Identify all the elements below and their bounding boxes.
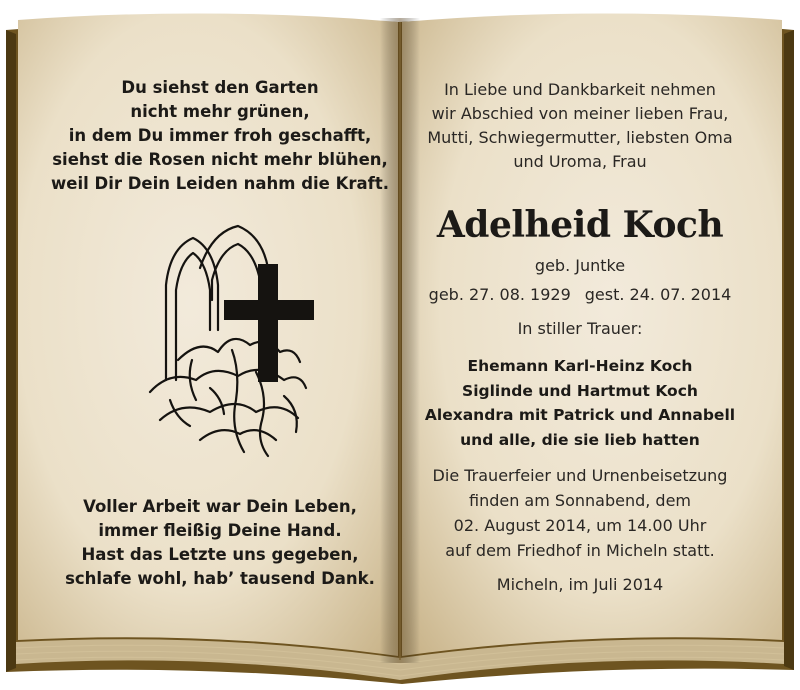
poem-bottom <box>40 495 400 591</box>
ceremony-line: 02. August 2014, um 14.00 Uhr <box>453 516 707 535</box>
ceremony-line: finden am Sonnabend, dem <box>468 491 691 510</box>
ceremony-line: auf dem Friedhof in Micheln statt. <box>445 541 715 560</box>
farewell-intro <box>410 78 750 174</box>
mourner-line: und alle, die sie lieb hatten <box>460 430 700 449</box>
death-date: gest. 24. 07. 2014 <box>584 285 732 304</box>
mourner-line: Siglinde und Hartmut Koch <box>462 381 698 400</box>
intro-line: und Uroma, Frau <box>513 152 647 171</box>
poem-top-line: Du siehst den Garten <box>121 78 319 97</box>
poem-top-line: siehst die Rosen nicht mehr blühen, <box>52 150 388 169</box>
maiden-name: geb. Juntke <box>534 256 626 275</box>
intro-line: In Liebe und Dankbarkeit nehmen <box>444 80 716 99</box>
place-and-date: Micheln, im Juli 2014 <box>496 575 664 594</box>
mourning-line: In stiller Trauer: <box>517 319 643 338</box>
mourner-line: Alexandra mit Patrick und Annabell <box>424 406 736 424</box>
poem-top-line: in dem Du immer froh geschafft, <box>68 126 372 145</box>
poem-top-line: weil Dir Dein Leiden nahm die Kraft. <box>51 174 389 193</box>
birth-date: geb. 27. 08. 1929 <box>428 285 571 304</box>
poem-bottom-line: schlafe wohl, hab’ tausend Dank. <box>65 569 375 588</box>
deceased-name: Adelheid Koch <box>436 204 724 246</box>
mourner-line: Ehemann Karl-Heinz Koch <box>467 357 693 375</box>
ceremony-line: Die Trauerfeier und Urnenbeisetzung <box>432 466 728 485</box>
mourners-list <box>410 354 750 452</box>
intro-line: Mutti, Schwiegermutter, liebsten Oma <box>427 128 733 147</box>
poem-bottom-line: immer fleißig Deine Hand. <box>98 521 342 540</box>
poem-bottom-line: Hast das Letzte uns gegeben, <box>81 545 359 564</box>
life-dates <box>410 284 750 306</box>
poem-top <box>40 76 400 196</box>
poem-bottom-line: Voller Arbeit war Dein Leben, <box>83 497 357 516</box>
poem-top-line: nicht mehr grünen, <box>130 102 310 121</box>
intro-line: wir Abschied von meiner lieben Frau, <box>431 104 729 123</box>
ceremony-info <box>405 463 755 563</box>
